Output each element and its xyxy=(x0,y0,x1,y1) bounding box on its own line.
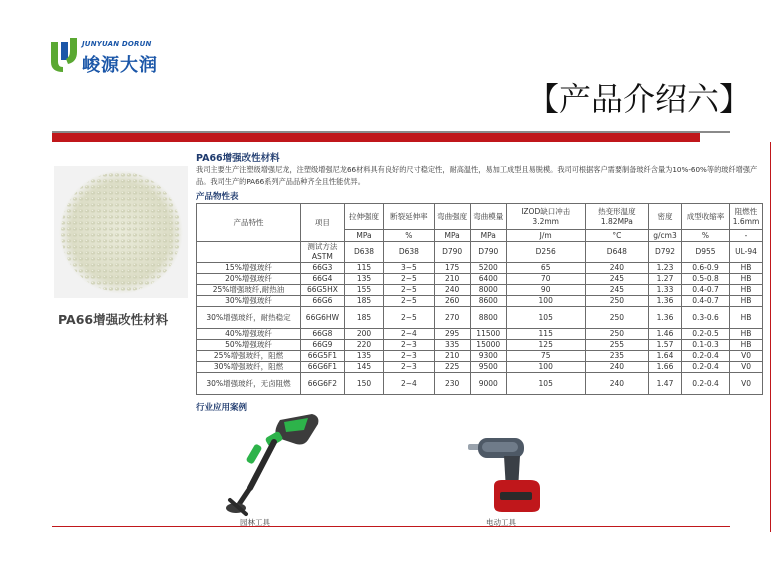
value-cell: 0.3-0.6 xyxy=(681,307,729,329)
value-cell: 2~3 xyxy=(384,351,434,362)
value-cell: 135 xyxy=(344,274,383,285)
value-cell: 2~5 xyxy=(384,274,434,285)
value-cell: 230 xyxy=(434,373,470,395)
value-cell: 0.1-0.3 xyxy=(681,340,729,351)
value-cell: 0.2-0.5 xyxy=(681,329,729,340)
value-cell: 0.2-0.4 xyxy=(681,362,729,373)
document-description: 我司主要生产注塑级增强尼龙，注塑级增强尼龙66材料具有良好的尺寸稳定性，耐高温性，易加工成型且易脱模。我司可根据客户需要制备玻纤含量为10%-60%等的玻纤增强产品。我司生产的PA66系列产品品种齐全且性能优异。 xyxy=(196,165,758,186)
value-cell: 0.4-0.7 xyxy=(681,285,729,296)
table-row xyxy=(197,296,763,307)
value-cell: 260 xyxy=(434,296,470,307)
value-cell: 100 xyxy=(506,296,585,307)
grade-cell: 66G4 xyxy=(301,274,345,285)
pellets-caption: PA66增强改性材料 xyxy=(58,312,169,327)
value-cell: 5200 xyxy=(470,263,506,274)
value-cell: HB xyxy=(730,263,763,274)
value-cell: 1.46 xyxy=(649,329,682,340)
test-method-label: 测试方法ASTM xyxy=(301,242,345,263)
value-cell: 1.66 xyxy=(649,362,682,373)
grade-cell: 66G9 xyxy=(301,340,345,351)
value-cell: 2~3 xyxy=(384,362,434,373)
method-cell: D955 xyxy=(681,242,729,263)
value-cell: 9300 xyxy=(470,351,506,362)
application-caption: 电动工具 xyxy=(486,518,516,526)
value-cell: 1.36 xyxy=(649,307,682,329)
grade-cell: 66G6HW xyxy=(301,307,345,329)
value-cell: 15000 xyxy=(470,340,506,351)
value-cell: 2~5 xyxy=(384,285,434,296)
grade-cell: 66G5HX xyxy=(301,285,345,296)
application-heading: 行业应用案例 xyxy=(196,403,248,413)
value-cell: 240 xyxy=(585,362,648,373)
feature-cell: 20%增强玻纤 xyxy=(197,274,301,285)
feature-cell: 25%增强玻纤,耐热油 xyxy=(197,285,301,296)
value-cell: 255 xyxy=(585,340,648,351)
value-cell: 8800 xyxy=(470,307,506,329)
feature-cell: 25%增强玻纤，阻燃 xyxy=(197,351,301,362)
table-row xyxy=(197,362,763,373)
value-cell: 90 xyxy=(506,285,585,296)
table-row xyxy=(197,351,763,362)
value-cell: HB xyxy=(730,285,763,296)
feature-cell: 30%增强玻纤，无卤阻燃 xyxy=(197,373,301,395)
value-cell: 2~4 xyxy=(384,373,434,395)
method-cell: D638 xyxy=(384,242,434,263)
column-header: 拉伸强度 xyxy=(344,204,383,230)
value-cell: 0.5-0.8 xyxy=(681,274,729,285)
column-header: 断裂延伸率 xyxy=(384,204,434,230)
value-cell: 105 xyxy=(506,373,585,395)
properties-heading: 产品物性表 xyxy=(196,192,239,202)
value-cell: 135 xyxy=(344,351,383,362)
value-cell: 250 xyxy=(585,296,648,307)
logo-chinese-text: 峻源大润 xyxy=(82,55,158,76)
value-cell: 115 xyxy=(506,329,585,340)
product-document xyxy=(190,145,768,526)
method-cell: D790 xyxy=(434,242,470,263)
blank-cell xyxy=(197,242,301,263)
feature-cell: 40%增强玻纤 xyxy=(197,329,301,340)
value-cell: 175 xyxy=(434,263,470,274)
value-cell: 2~5 xyxy=(384,296,434,307)
unit-cell: - xyxy=(730,230,763,242)
properties-table xyxy=(196,203,763,395)
table-row xyxy=(197,307,763,329)
product-feature-header: 产品特性 xyxy=(197,204,301,242)
column-header: 弯曲模量 xyxy=(470,204,506,230)
footer-line xyxy=(52,526,730,527)
column-header: 热变形温度 1.82MPa xyxy=(585,204,648,230)
value-cell: 1.27 xyxy=(649,274,682,285)
grade-cell: 66G8 xyxy=(301,329,345,340)
value-cell: 1.64 xyxy=(649,351,682,362)
table-row xyxy=(197,373,763,395)
value-cell: 295 xyxy=(434,329,470,340)
column-header: IZOD缺口冲击 3.2mm xyxy=(506,204,585,230)
unit-cell: J/m xyxy=(506,230,585,242)
value-cell: 125 xyxy=(506,340,585,351)
header-red-bar xyxy=(52,133,700,142)
value-cell: HB xyxy=(730,329,763,340)
slide-title: 【产品介绍六】 xyxy=(526,80,751,118)
value-cell: 2~3 xyxy=(384,340,434,351)
application-caption: 园林工具 xyxy=(240,518,270,526)
value-cell: 8600 xyxy=(470,296,506,307)
feature-cell: 30%增强玻纤，耐热稳定 xyxy=(197,307,301,329)
grade-cell: 66G3 xyxy=(301,263,345,274)
grade-cell: 66G5F1 xyxy=(301,351,345,362)
unit-cell: g/cm3 xyxy=(649,230,682,242)
value-cell: 210 xyxy=(434,351,470,362)
value-cell: HB xyxy=(730,274,763,285)
value-cell: 225 xyxy=(434,362,470,373)
value-cell: 100 xyxy=(506,362,585,373)
feature-cell: 50%增强玻纤 xyxy=(197,340,301,351)
column-header: 成型收缩率 xyxy=(681,204,729,230)
value-cell: 240 xyxy=(585,373,648,395)
company-logo xyxy=(48,34,158,78)
value-cell: 145 xyxy=(344,362,383,373)
test-method-row xyxy=(197,242,763,263)
value-cell: 185 xyxy=(344,307,383,329)
value-cell: 8000 xyxy=(470,285,506,296)
column-header: 弯曲强度 xyxy=(434,204,470,230)
value-cell: 250 xyxy=(585,329,648,340)
value-cell: 240 xyxy=(585,263,648,274)
value-cell: HB xyxy=(730,340,763,351)
value-cell: 210 xyxy=(434,274,470,285)
value-cell: HB xyxy=(730,296,763,307)
unit-cell: % xyxy=(681,230,729,242)
unit-cell: °C xyxy=(585,230,648,242)
method-cell: D648 xyxy=(585,242,648,263)
pellets-image xyxy=(54,166,188,298)
grade-cell: 66G6F2 xyxy=(301,373,345,395)
value-cell: 0.2-0.4 xyxy=(681,373,729,395)
table-row xyxy=(197,340,763,351)
method-cell: D256 xyxy=(506,242,585,263)
table-row xyxy=(197,263,763,274)
value-cell: 9000 xyxy=(470,373,506,395)
value-cell: V0 xyxy=(730,362,763,373)
value-cell: 270 xyxy=(434,307,470,329)
value-cell: 185 xyxy=(344,296,383,307)
value-cell: 1.36 xyxy=(649,296,682,307)
value-cell: 115 xyxy=(344,263,383,274)
feature-cell: 30%增强玻纤，阻燃 xyxy=(197,362,301,373)
unit-cell: % xyxy=(384,230,434,242)
grade-cell: 66G6F1 xyxy=(301,362,345,373)
value-cell: 200 xyxy=(344,329,383,340)
value-cell: 9500 xyxy=(470,362,506,373)
feature-cell: 15%增强玻纤 xyxy=(197,263,301,274)
value-cell: V0 xyxy=(730,351,763,362)
unit-cell: MPa xyxy=(344,230,383,242)
logo-english-text: JUNYUAN DORUN xyxy=(82,40,152,48)
method-cell: UL-94 xyxy=(730,242,763,263)
value-cell: 0.4-0.7 xyxy=(681,296,729,307)
value-cell: 155 xyxy=(344,285,383,296)
grade-cell: 66G6 xyxy=(301,296,345,307)
table-header-row xyxy=(197,204,763,230)
table-row xyxy=(197,329,763,340)
power-drill-icon xyxy=(460,420,560,518)
logo-mark-icon xyxy=(48,36,78,74)
method-cell: D792 xyxy=(649,242,682,263)
value-cell: 6400 xyxy=(470,274,506,285)
value-cell: 1.57 xyxy=(649,340,682,351)
value-cell: 11500 xyxy=(470,329,506,340)
value-cell: 1.33 xyxy=(649,285,682,296)
item-header: 项目 xyxy=(301,204,345,242)
unit-cell: MPa xyxy=(434,230,470,242)
value-cell: 1.23 xyxy=(649,263,682,274)
column-header: 密度 xyxy=(649,204,682,230)
feature-cell: 30%增强玻纤 xyxy=(197,296,301,307)
table-row xyxy=(197,274,763,285)
value-cell: 240 xyxy=(434,285,470,296)
value-cell: HB xyxy=(730,307,763,329)
value-cell: 235 xyxy=(585,351,648,362)
value-cell: 3~5 xyxy=(384,263,434,274)
value-cell: 70 xyxy=(506,274,585,285)
value-cell: 150 xyxy=(344,373,383,395)
right-divider xyxy=(770,142,771,532)
value-cell: 2~4 xyxy=(384,329,434,340)
value-cell: 250 xyxy=(585,307,648,329)
value-cell: 0.2-0.4 xyxy=(681,351,729,362)
column-header: 阻燃性 1.6mm xyxy=(730,204,763,230)
value-cell: 75 xyxy=(506,351,585,362)
value-cell: 65 xyxy=(506,263,585,274)
method-cell: D638 xyxy=(344,242,383,263)
value-cell: 245 xyxy=(585,274,648,285)
table-row xyxy=(197,285,763,296)
document-heading: PA66增强改性材料 xyxy=(196,153,280,164)
table-body xyxy=(197,263,763,395)
value-cell: V0 xyxy=(730,373,763,395)
value-cell: 220 xyxy=(344,340,383,351)
value-cell: 0.6-0.9 xyxy=(681,263,729,274)
value-cell: 1.47 xyxy=(649,373,682,395)
method-cell: D790 xyxy=(470,242,506,263)
garden-trimmer-icon xyxy=(220,410,325,518)
value-cell: 105 xyxy=(506,307,585,329)
value-cell: 2~5 xyxy=(384,307,434,329)
value-cell: 335 xyxy=(434,340,470,351)
value-cell: 245 xyxy=(585,285,648,296)
unit-cell: MPa xyxy=(470,230,506,242)
